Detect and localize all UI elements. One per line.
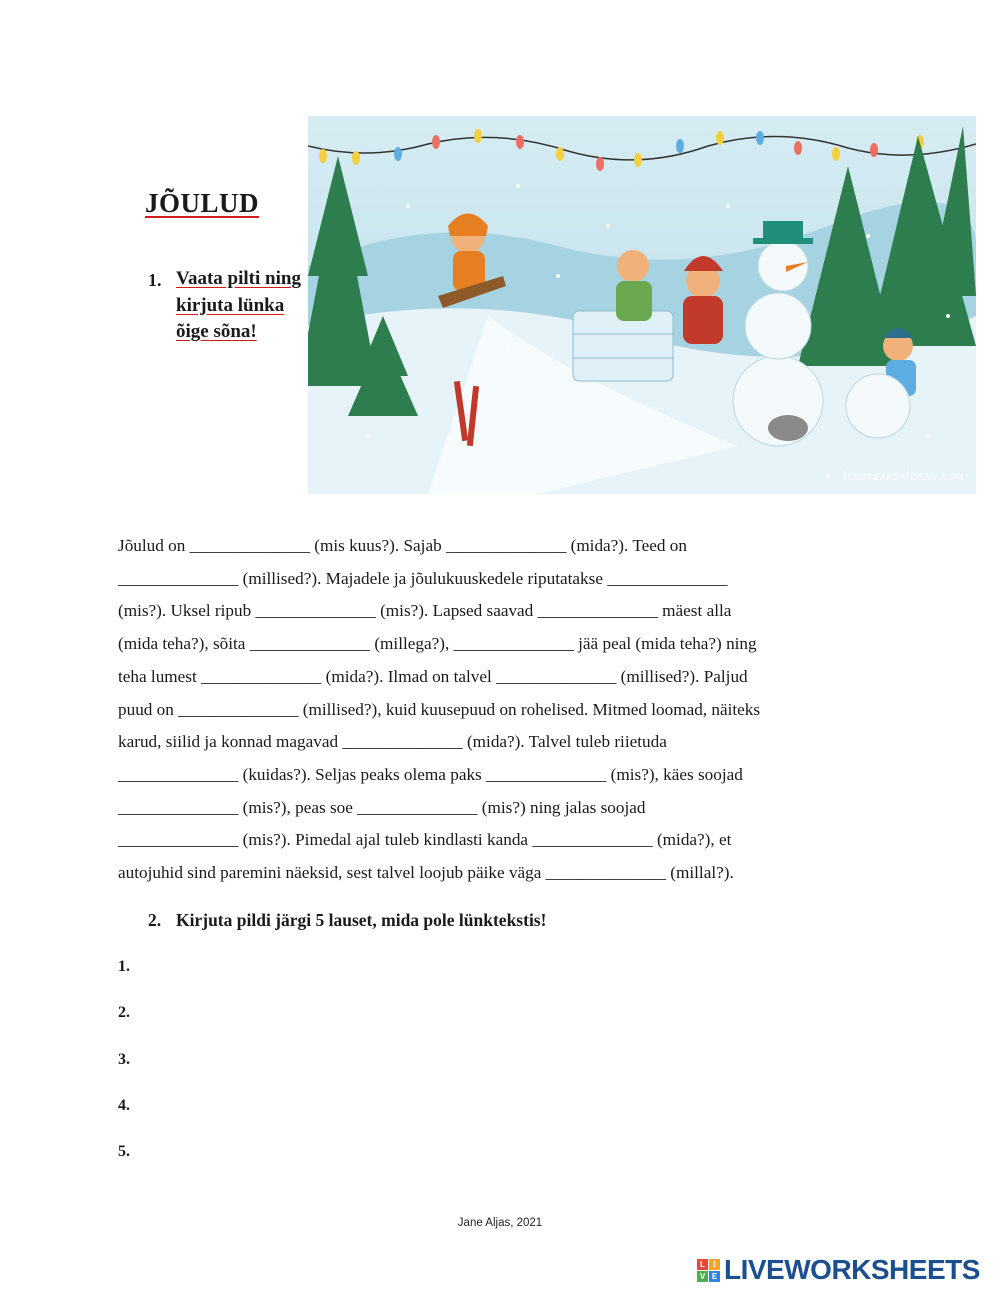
task1-instruction: Vaata pilti ning kirjuta lünka õige sõna!	[176, 268, 301, 342]
winter-scene-drawing	[308, 116, 976, 494]
answer-number[interactable]: 4.	[118, 1096, 130, 1114]
text-line: puud on ______________ (millised?), kuid kuusepuud on rohelised. Mitmed loomad, näiteks	[118, 699, 761, 719]
text-line: teha lumest ______________ (mida?). Ilmad on talvel ______________ (millised?). Paljud	[118, 666, 748, 686]
text-line: ______________ (millised?). Majadele ja jõulukuuskedele riputatakse ______________	[118, 568, 728, 588]
logo-block: I	[709, 1259, 720, 1270]
text-line: (mida teha?), sõita ______________ (millega?), ______________ jää peal (mida teha?) ning	[118, 634, 757, 654]
text-line: autojuhid sind paremini näeksid, sest talvel loojub päike väga ______________ (millal?).	[118, 863, 734, 883]
logo-block: V	[697, 1271, 708, 1282]
text-line: (mis?). Uksel ripub ______________ (mis?). Lapsed saavad ______________ mäest alla	[118, 601, 732, 621]
text-line: Jõulud on ______________ (mis kuus?). Sajab ______________ (mida?). Teed on	[118, 536, 687, 555]
text-line: ______________ (mis?). Pimedal ajal tuleb kindlasti kanda ______________ (mida?), et	[118, 830, 732, 850]
logo-blocks-icon	[697, 1259, 720, 1282]
logo-text: LIVEWORKSHEETS	[724, 1254, 980, 1285]
answer-list	[118, 958, 130, 1189]
logo-block: L	[697, 1259, 708, 1270]
image-credit: IcebreakerIdeas.com	[842, 469, 964, 484]
answer-number[interactable]: 5.	[118, 1143, 130, 1161]
task1-number: 1.	[148, 270, 162, 290]
text-line: karud, siilid ja konnad magavad ______________ (mida?). Talvel tuleb riietuda	[118, 732, 667, 752]
task2-instruction	[148, 910, 546, 931]
gap-fill-text	[118, 530, 878, 890]
answer-number[interactable]: 2.	[118, 1004, 130, 1022]
liveworksheets-logo	[697, 1255, 980, 1285]
winter-scene-illustration	[308, 116, 976, 494]
page-title: JÕULUD	[145, 188, 260, 218]
logo-block: E	[709, 1271, 720, 1282]
task2-text: Kirjuta pildi järgi 5 lauset, mida pole lünktekstis!	[176, 910, 547, 930]
text-line: ______________ (mis?), peas soe ______________ (mis?) ning jalas soojad	[118, 797, 646, 817]
text-line: ______________ (kuidas?). Seljas peaks olema paks ______________ (mis?), käes soojad	[118, 764, 743, 784]
author-footer: Jane Aljas, 2021	[457, 1217, 543, 1229]
task2-number: 2.	[148, 910, 162, 930]
answer-number[interactable]: 1.	[118, 958, 130, 975]
answer-number[interactable]: 3.	[118, 1050, 130, 1068]
